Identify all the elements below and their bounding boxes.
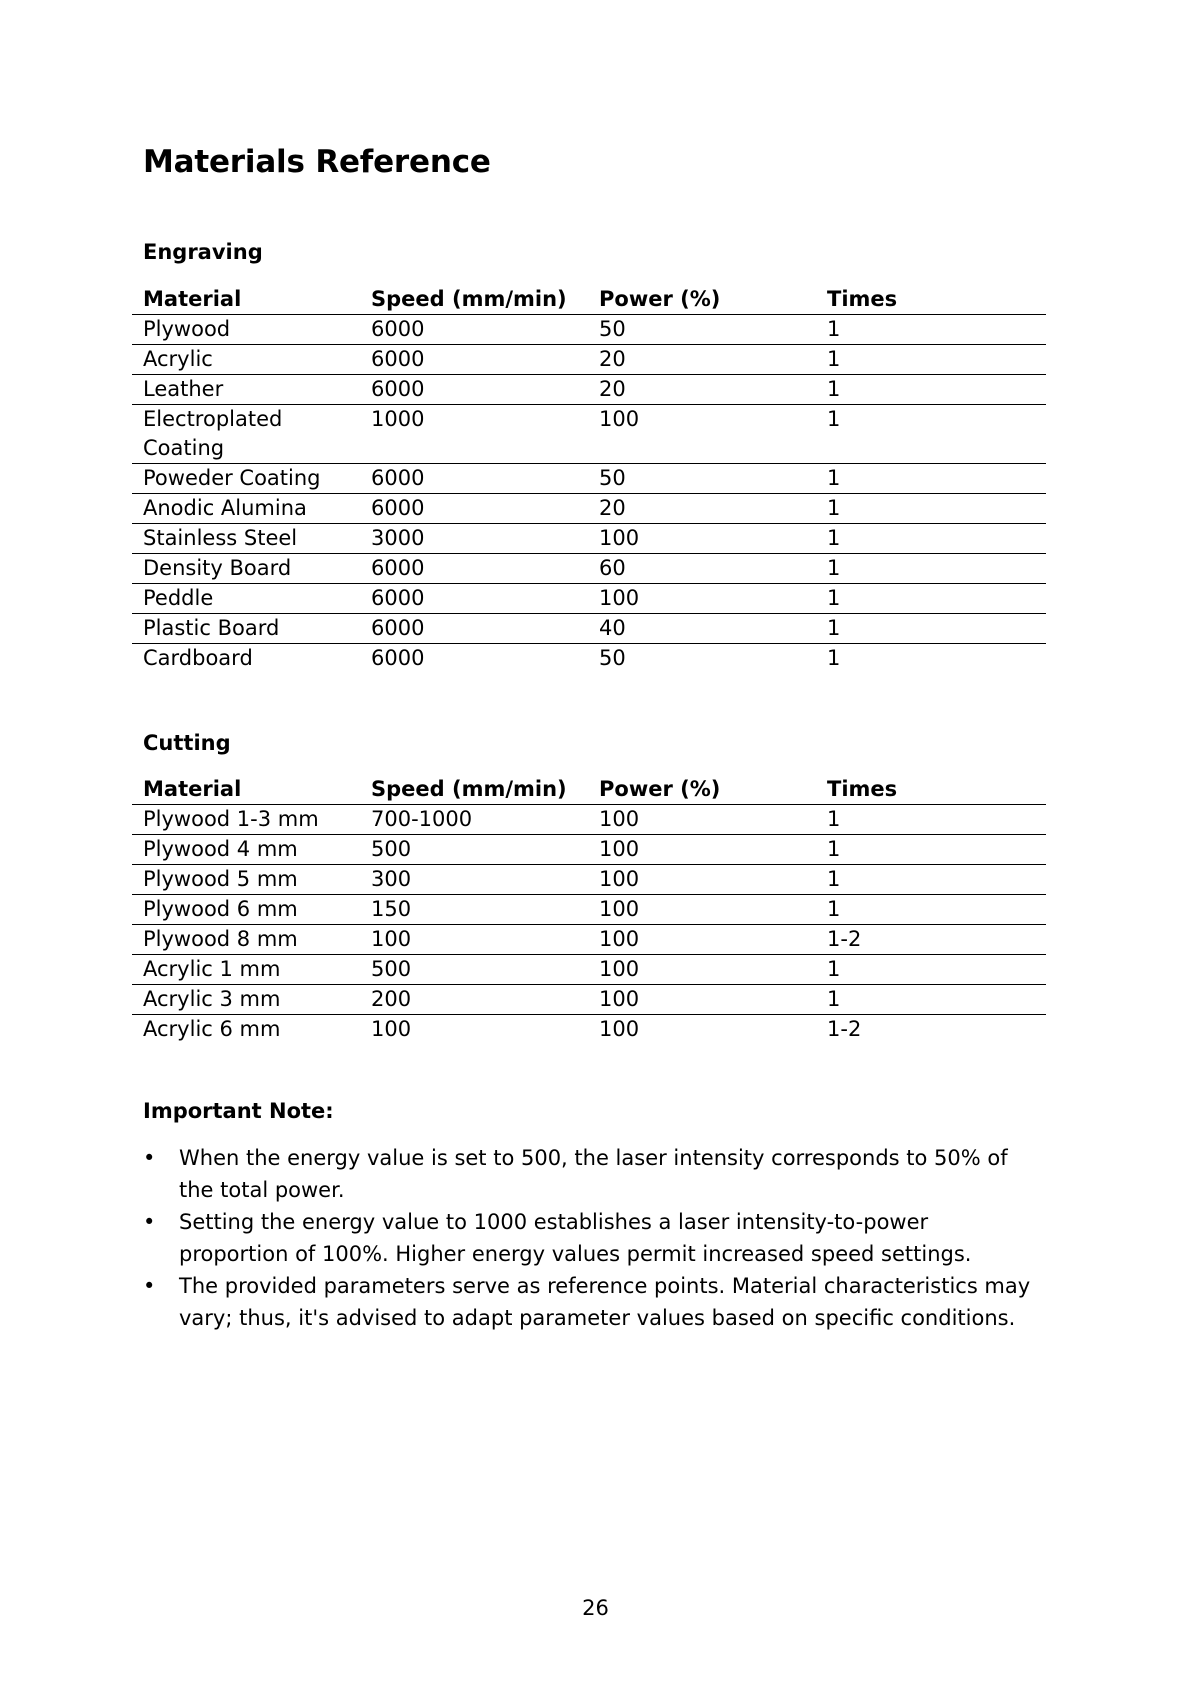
power-cell: 100: [588, 925, 816, 955]
table-row: [132, 464, 1046, 494]
material-cell: Poweder Coating: [132, 464, 360, 494]
times-cell: 1: [816, 554, 1046, 584]
power-cell: 50: [588, 315, 816, 345]
times-cell: 1: [816, 805, 1046, 835]
power-cell: 20: [588, 345, 816, 375]
times-cell: 1: [816, 375, 1046, 405]
power-cell: 50: [588, 464, 816, 494]
times-cell: 1: [816, 614, 1046, 644]
table-row: [132, 895, 1046, 925]
cutting-table: [132, 775, 1046, 1044]
times-cell: 1: [816, 494, 1046, 524]
material-cell: Acrylic 6 mm: [143, 1017, 281, 1041]
important-note-heading: Important Note:: [143, 1099, 334, 1123]
times-cell: 1: [816, 524, 1046, 554]
engraving-table: [132, 285, 1046, 673]
times-cell: 1: [816, 584, 1046, 614]
list-item: [143, 1206, 1043, 1270]
page-title: Materials Reference: [143, 144, 491, 180]
power-cell: 50: [599, 646, 626, 670]
material-cell: Peddle: [132, 584, 360, 614]
speed-cell: 6000: [360, 554, 588, 584]
material-cell: Anodic Alumina: [132, 494, 360, 524]
table-row: [132, 524, 1046, 554]
power-cell: 100: [588, 405, 816, 464]
material-cell: Plywood 6 mm: [132, 895, 360, 925]
material-cell: Acrylic: [132, 345, 360, 375]
material-cell: Plastic Board: [132, 614, 360, 644]
speed-cell: 6000: [360, 375, 588, 405]
speed-cell: 700-1000: [360, 805, 588, 835]
power-cell: 20: [588, 375, 816, 405]
note-text: When the energy value is set to 500, the laser intensity corresponds to 50% of the total power.: [179, 1146, 1008, 1202]
times-cell: 1: [827, 646, 841, 670]
power-cell: 40: [588, 614, 816, 644]
list-item: [143, 1270, 1043, 1334]
table-row: [132, 315, 1046, 345]
column-header-times: Times: [816, 285, 1046, 315]
speed-cell: 500: [360, 835, 588, 865]
material-cell: Cardboard: [143, 646, 253, 670]
times-cell: 1: [816, 865, 1046, 895]
note-text: Setting the energy value to 1000 establishes a laser intensity-to-power proportion of 100%. Higher energy values permit increased speed settings.: [179, 1210, 972, 1266]
times-cell: 1: [816, 835, 1046, 865]
list-item: [143, 1142, 1043, 1206]
times-cell: 1: [816, 985, 1046, 1015]
times-cell: 1-2: [827, 1017, 862, 1041]
bullet-icon: •: [143, 1274, 156, 1298]
power-cell: 60: [588, 554, 816, 584]
material-cell: Stainless Steel: [132, 524, 360, 554]
table-row: [132, 375, 1046, 405]
column-header-power: Power (%): [588, 285, 816, 315]
speed-cell: 6000: [360, 464, 588, 494]
note-text: The provided parameters serve as reference points. Material characteristics may vary; thus, it's advised to adapt parameter values based on specific conditions.: [179, 1274, 1031, 1330]
times-cell: 1: [816, 895, 1046, 925]
speed-cell: 200: [360, 985, 588, 1015]
material-cell: Plywood 5 mm: [132, 865, 360, 895]
table-row: [132, 644, 1046, 674]
speed-cell: 500: [360, 955, 588, 985]
speed-cell: 100: [360, 925, 588, 955]
table-header-row: [132, 775, 1046, 805]
material-cell: Density Board: [132, 554, 360, 584]
power-cell: 100: [599, 1017, 640, 1041]
table-row: [132, 1015, 1046, 1045]
power-cell: 100: [588, 835, 816, 865]
table-header-row: [132, 285, 1046, 315]
speed-cell: 300: [360, 865, 588, 895]
speed-cell: 100: [371, 1017, 412, 1041]
table-row: [132, 614, 1046, 644]
material-cell: Acrylic 3 mm: [132, 985, 360, 1015]
material-cell: Electroplated Coating: [132, 405, 360, 464]
power-cell: 100: [588, 865, 816, 895]
times-cell: 1-2: [816, 925, 1046, 955]
power-cell: 100: [588, 524, 816, 554]
material-cell: Plywood 1-3 mm: [132, 805, 360, 835]
power-cell: 100: [588, 805, 816, 835]
engraving-heading: Engraving: [143, 240, 263, 264]
material-cell: Plywood 4 mm: [132, 835, 360, 865]
table-row: [132, 805, 1046, 835]
times-cell: 1: [816, 345, 1046, 375]
power-cell: 20: [588, 494, 816, 524]
table-row: [132, 925, 1046, 955]
speed-cell: 6000: [360, 345, 588, 375]
column-header-speed: Speed (mm/min): [360, 775, 588, 805]
table-row: [132, 985, 1046, 1015]
speed-cell: 150: [360, 895, 588, 925]
material-cell: Plywood 8 mm: [132, 925, 360, 955]
bullet-icon: •: [143, 1146, 156, 1170]
cutting-heading: Cutting: [143, 731, 231, 755]
page-number: 26: [582, 1596, 609, 1620]
material-cell: Plywood: [132, 315, 360, 345]
table-row: [132, 554, 1046, 584]
table-row: [132, 835, 1046, 865]
table-row: [132, 584, 1046, 614]
column-header-material: Material: [132, 775, 360, 805]
table-row: [132, 494, 1046, 524]
table-row: [132, 405, 1046, 464]
times-cell: 1: [816, 955, 1046, 985]
power-cell: 100: [588, 985, 816, 1015]
speed-cell: 6000: [360, 614, 588, 644]
power-cell: 100: [588, 955, 816, 985]
bullet-icon: •: [143, 1210, 156, 1234]
note-list: [143, 1142, 1043, 1334]
column-header-power: Power (%): [588, 775, 816, 805]
column-header-speed: Speed (mm/min): [360, 285, 588, 315]
times-cell: 1: [816, 405, 1046, 464]
speed-cell: 6000: [360, 494, 588, 524]
column-header-times: Times: [816, 775, 1046, 805]
speed-cell: 6000: [360, 315, 588, 345]
speed-cell: 1000: [360, 405, 588, 464]
speed-cell: 6000: [371, 646, 425, 670]
column-header-material: Material: [132, 285, 360, 315]
speed-cell: 6000: [360, 584, 588, 614]
table-row: [132, 345, 1046, 375]
power-cell: 100: [588, 895, 816, 925]
times-cell: 1: [816, 464, 1046, 494]
material-cell: Leather: [132, 375, 360, 405]
speed-cell: 3000: [360, 524, 588, 554]
times-cell: 1: [816, 315, 1046, 345]
material-cell: Acrylic 1 mm: [132, 955, 360, 985]
table-row: [132, 865, 1046, 895]
table-row: [132, 955, 1046, 985]
power-cell: 100: [588, 584, 816, 614]
